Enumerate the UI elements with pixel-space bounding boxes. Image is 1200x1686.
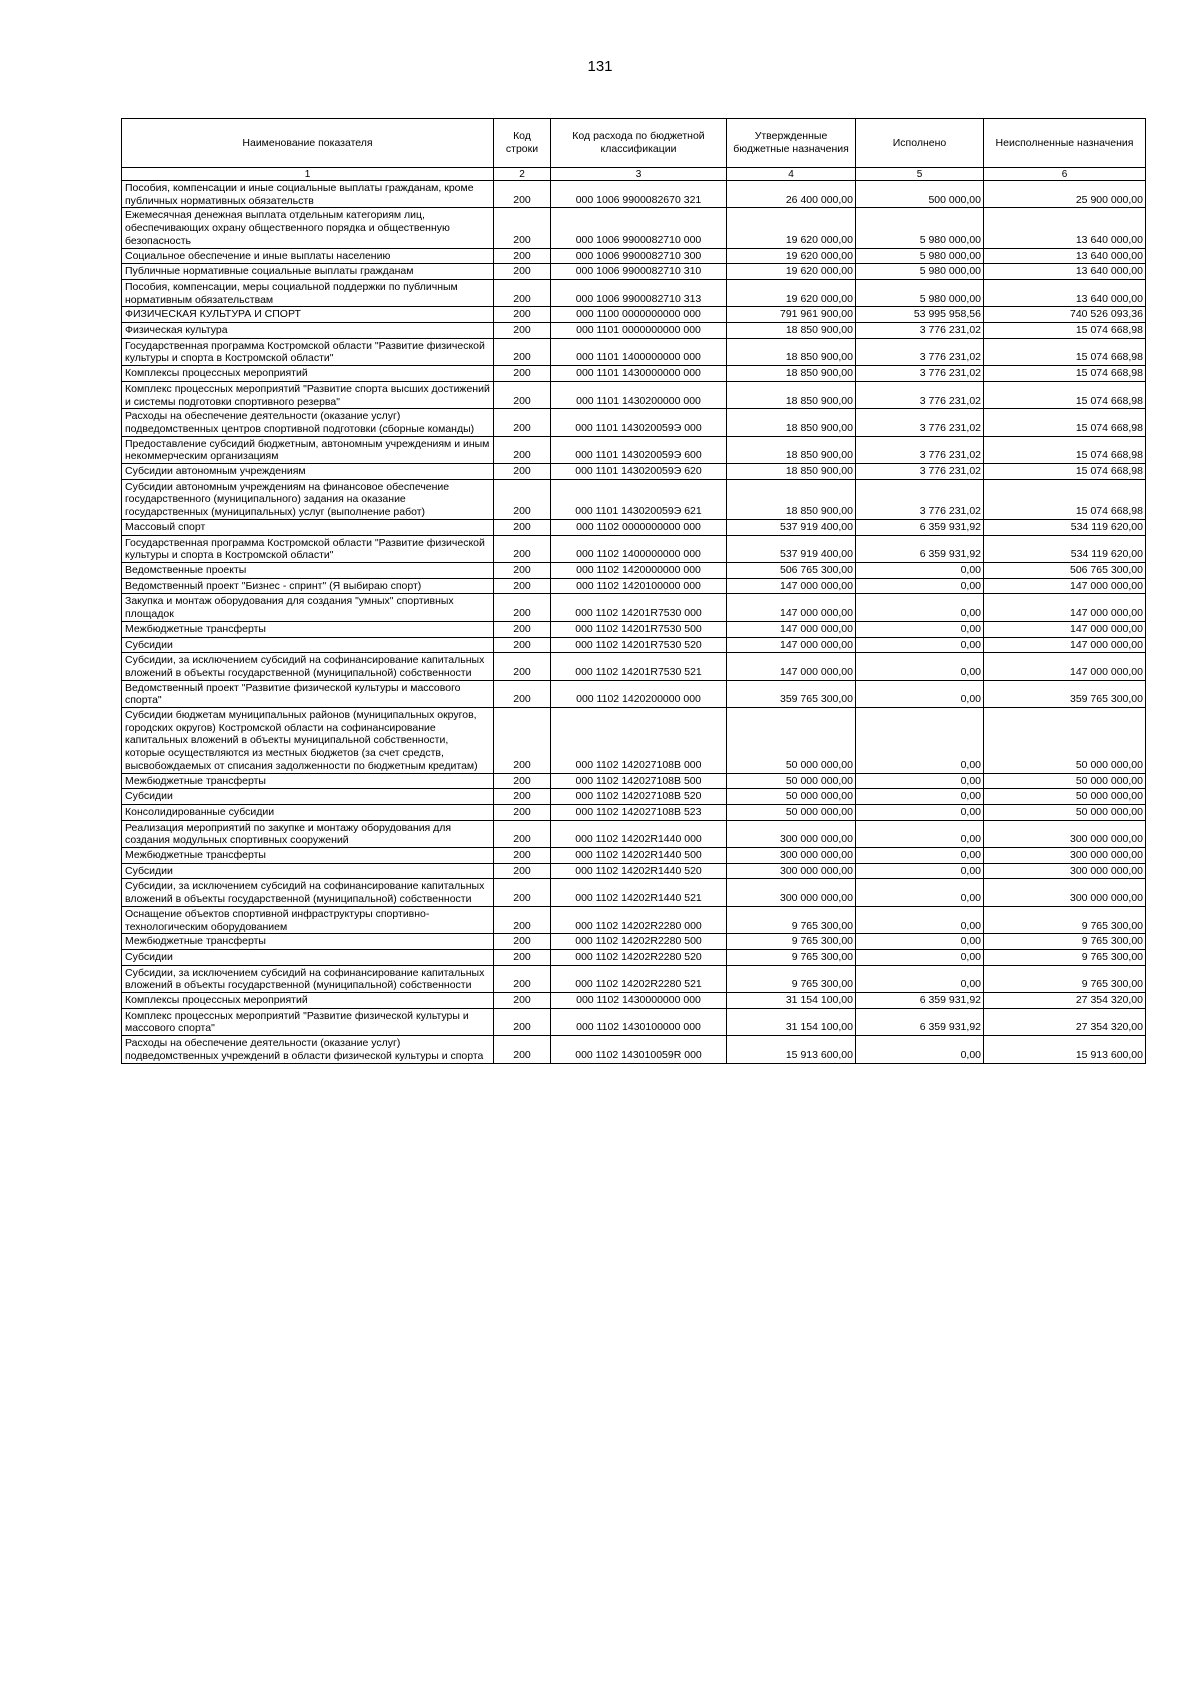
header-budget-code: Код расхода по бюджетной классификации	[551, 119, 727, 168]
row-approved: 537 919 400,00	[727, 535, 856, 562]
table-row	[122, 848, 1146, 864]
row-line-code: 200	[494, 1008, 551, 1035]
table-row	[122, 789, 1146, 805]
column-number: 3	[551, 168, 727, 181]
table-row	[122, 621, 1146, 637]
table-header-row	[122, 119, 1146, 168]
row-line-code: 200	[494, 479, 551, 519]
table-row	[122, 1008, 1146, 1035]
row-unexecuted: 9 765 300,00	[984, 906, 1146, 933]
row-unexecuted: 147 000 000,00	[984, 621, 1146, 637]
row-executed: 0,00	[856, 906, 984, 933]
row-line-code: 200	[494, 381, 551, 408]
row-unexecuted: 50 000 000,00	[984, 708, 1146, 774]
row-unexecuted: 27 354 320,00	[984, 1008, 1146, 1035]
row-budget-code: 000 1102 142027108В 000	[551, 708, 727, 774]
row-unexecuted: 50 000 000,00	[984, 773, 1146, 789]
row-line-code: 200	[494, 906, 551, 933]
row-line-code: 200	[494, 594, 551, 621]
table-row	[122, 820, 1146, 847]
row-budget-code: 000 1102 14202R2280 000	[551, 906, 727, 933]
row-name: Закупка и монтаж оборудования для создания "умных" спортивных площадок	[122, 594, 494, 621]
column-number: 1	[122, 168, 494, 181]
table-row	[122, 279, 1146, 306]
column-number: 4	[727, 168, 856, 181]
row-budget-code: 000 1102 142027108В 523	[551, 804, 727, 820]
row-executed: 6 359 931,92	[856, 1008, 984, 1035]
row-executed: 3 776 231,02	[856, 479, 984, 519]
row-unexecuted: 506 765 300,00	[984, 562, 1146, 578]
row-budget-code: 000 1102 1400000000 000	[551, 535, 727, 562]
row-executed: 0,00	[856, 934, 984, 950]
row-unexecuted: 13 640 000,00	[984, 264, 1146, 280]
table-row	[122, 248, 1146, 264]
table-row	[122, 436, 1146, 463]
row-budget-code: 000 1006 9900082710 300	[551, 248, 727, 264]
row-unexecuted: 13 640 000,00	[984, 208, 1146, 248]
table-row	[122, 879, 1146, 906]
row-line-code: 200	[494, 535, 551, 562]
row-unexecuted: 9 765 300,00	[984, 949, 1146, 965]
row-executed: 0,00	[856, 637, 984, 653]
row-unexecuted: 359 765 300,00	[984, 680, 1146, 707]
column-number: 5	[856, 168, 984, 181]
row-line-code: 200	[494, 1036, 551, 1063]
row-name: Государственная программа Костромской области "Развитие физической культуры и спорта в Костромской области"	[122, 338, 494, 365]
column-number: 2	[494, 168, 551, 181]
row-budget-code: 000 1102 14202R2280 520	[551, 949, 727, 965]
row-executed: 0,00	[856, 708, 984, 774]
page-number: 131	[587, 58, 613, 75]
row-name: Субсидии автономным учреждениям на финансовое обеспечение государственного (муниципального) задания на оказание государственных (муниципальных) услуг (выполнение работ)	[122, 479, 494, 519]
row-approved: 18 850 900,00	[727, 409, 856, 436]
row-approved: 791 961 900,00	[727, 307, 856, 323]
row-approved: 18 850 900,00	[727, 479, 856, 519]
row-name: Ведомственный проект "Бизнес - спринт" (Я выбираю спорт)	[122, 578, 494, 594]
row-executed: 5 980 000,00	[856, 208, 984, 248]
table-row	[122, 307, 1146, 323]
row-name: Межбюджетные трансферты	[122, 934, 494, 950]
table-row	[122, 535, 1146, 562]
row-line-code: 200	[494, 279, 551, 306]
table-row	[122, 323, 1146, 339]
row-line-code: 200	[494, 436, 551, 463]
table-row	[122, 708, 1146, 774]
row-approved: 9 765 300,00	[727, 965, 856, 992]
row-unexecuted: 9 765 300,00	[984, 934, 1146, 950]
row-executed: 3 776 231,02	[856, 323, 984, 339]
table-row	[122, 906, 1146, 933]
table-row	[122, 338, 1146, 365]
column-number: 6	[984, 168, 1146, 181]
row-approved: 300 000 000,00	[727, 879, 856, 906]
row-unexecuted: 27 354 320,00	[984, 993, 1146, 1009]
row-executed: 6 359 931,92	[856, 535, 984, 562]
row-approved: 18 850 900,00	[727, 323, 856, 339]
row-approved: 300 000 000,00	[727, 820, 856, 847]
row-approved: 19 620 000,00	[727, 279, 856, 306]
row-budget-code: 000 1102 14202R1440 500	[551, 848, 727, 864]
row-budget-code: 000 1102 14202R2280 500	[551, 934, 727, 950]
row-unexecuted: 147 000 000,00	[984, 637, 1146, 653]
row-approved: 18 850 900,00	[727, 338, 856, 365]
row-name: Субсидии автономным учреждениям	[122, 464, 494, 480]
row-name: Консолидированные субсидии	[122, 804, 494, 820]
row-unexecuted: 740 526 093,36	[984, 307, 1146, 323]
row-name: Реализация мероприятий по закупке и монтажу оборудования для создания модульных спортивных сооружений	[122, 820, 494, 847]
row-line-code: 200	[494, 578, 551, 594]
row-name: Предоставление субсидий бюджетным, автономным учреждениям и иным некоммерческим организациям	[122, 436, 494, 463]
row-unexecuted: 13 640 000,00	[984, 279, 1146, 306]
row-approved: 506 765 300,00	[727, 562, 856, 578]
row-unexecuted: 13 640 000,00	[984, 248, 1146, 264]
table-row	[122, 804, 1146, 820]
row-line-code: 200	[494, 949, 551, 965]
row-budget-code: 000 1102 1430000000 000	[551, 993, 727, 1009]
row-line-code: 200	[494, 708, 551, 774]
row-approved: 15 913 600,00	[727, 1036, 856, 1063]
table-row	[122, 464, 1146, 480]
row-approved: 537 919 400,00	[727, 519, 856, 535]
row-name: Комплексы процессных мероприятий	[122, 993, 494, 1009]
row-executed: 0,00	[856, 594, 984, 621]
row-name: Субсидии	[122, 789, 494, 805]
row-line-code: 200	[494, 464, 551, 480]
row-name: Субсидии	[122, 949, 494, 965]
row-line-code: 200	[494, 680, 551, 707]
row-line-code: 200	[494, 637, 551, 653]
row-budget-code: 000 1102 142027108В 500	[551, 773, 727, 789]
row-budget-code: 000 1006 9900082710 310	[551, 264, 727, 280]
row-approved: 359 765 300,00	[727, 680, 856, 707]
row-unexecuted: 50 000 000,00	[984, 789, 1146, 805]
row-approved: 147 000 000,00	[727, 578, 856, 594]
row-executed: 3 776 231,02	[856, 338, 984, 365]
row-line-code: 200	[494, 409, 551, 436]
table-row	[122, 680, 1146, 707]
row-line-code: 200	[494, 621, 551, 637]
row-approved: 18 850 900,00	[727, 464, 856, 480]
row-approved: 9 765 300,00	[727, 949, 856, 965]
row-budget-code: 000 1101 0000000000 000	[551, 323, 727, 339]
row-line-code: 200	[494, 848, 551, 864]
header-indicator-name: Наименование показателя	[122, 119, 494, 168]
row-name: Массовый спорт	[122, 519, 494, 535]
row-unexecuted: 15 074 668,98	[984, 323, 1146, 339]
row-unexecuted: 15 074 668,98	[984, 409, 1146, 436]
row-unexecuted: 15 074 668,98	[984, 479, 1146, 519]
row-executed: 0,00	[856, 804, 984, 820]
row-budget-code: 000 1102 14201R7530 521	[551, 653, 727, 680]
row-unexecuted: 15 913 600,00	[984, 1036, 1146, 1063]
row-approved: 9 765 300,00	[727, 906, 856, 933]
row-executed: 0,00	[856, 965, 984, 992]
row-line-code: 200	[494, 820, 551, 847]
row-line-code: 200	[494, 653, 551, 680]
table-row	[122, 519, 1146, 535]
row-line-code: 200	[494, 519, 551, 535]
row-budget-code: 000 1101 143020059Э 620	[551, 464, 727, 480]
row-budget-code: 000 1101 1430200000 000	[551, 381, 727, 408]
row-name: Субсидии, за исключением субсидий на софинансирование капитальных вложений в объекты государственной (муниципальной) собственности	[122, 879, 494, 906]
row-approved: 18 850 900,00	[727, 366, 856, 382]
row-name: Расходы на обеспечение деятельности (оказание услуг) подведомственных учреждений в области физической культуры и спорта	[122, 1036, 494, 1063]
row-name: Пособия, компенсации и иные социальные выплаты гражданам, кроме публичных нормативных обязательств	[122, 181, 494, 208]
table-row	[122, 773, 1146, 789]
row-executed: 0,00	[856, 562, 984, 578]
row-budget-code: 000 1102 0000000000 000	[551, 519, 727, 535]
row-line-code: 200	[494, 993, 551, 1009]
row-executed: 3 776 231,02	[856, 381, 984, 408]
row-name: Ведомственные проекты	[122, 562, 494, 578]
row-executed: 0,00	[856, 653, 984, 680]
row-line-code: 200	[494, 208, 551, 248]
table-row	[122, 653, 1146, 680]
row-approved: 50 000 000,00	[727, 708, 856, 774]
row-budget-code: 000 1102 1430100000 000	[551, 1008, 727, 1035]
budget-execution-table	[121, 118, 1146, 1064]
row-budget-code: 000 1102 14201R7530 000	[551, 594, 727, 621]
row-unexecuted: 25 900 000,00	[984, 181, 1146, 208]
row-approved: 18 850 900,00	[727, 436, 856, 463]
row-budget-code: 000 1102 1420100000 000	[551, 578, 727, 594]
row-name: Субсидии	[122, 637, 494, 653]
row-approved: 18 850 900,00	[727, 381, 856, 408]
row-approved: 300 000 000,00	[727, 863, 856, 879]
row-line-code: 200	[494, 863, 551, 879]
row-budget-code: 000 1102 14201R7530 520	[551, 637, 727, 653]
row-name: Субсидии, за исключением субсидий на софинансирование капитальных вложений в объекты государственной (муниципальной) собственности	[122, 965, 494, 992]
row-unexecuted: 15 074 668,98	[984, 436, 1146, 463]
row-approved: 9 765 300,00	[727, 934, 856, 950]
row-unexecuted: 15 074 668,98	[984, 381, 1146, 408]
row-unexecuted: 15 074 668,98	[984, 338, 1146, 365]
row-budget-code: 000 1006 9900082670 321	[551, 181, 727, 208]
table-row	[122, 409, 1146, 436]
row-unexecuted: 15 074 668,98	[984, 464, 1146, 480]
row-budget-code: 000 1101 1430000000 000	[551, 366, 727, 382]
row-approved: 50 000 000,00	[727, 789, 856, 805]
row-executed: 3 776 231,02	[856, 464, 984, 480]
row-approved: 300 000 000,00	[727, 848, 856, 864]
table-row	[122, 562, 1146, 578]
row-budget-code: 000 1101 143020059Э 621	[551, 479, 727, 519]
row-approved: 19 620 000,00	[727, 248, 856, 264]
row-name: Пособия, компенсации, меры социальной поддержки по публичным нормативным обязательствам	[122, 279, 494, 306]
row-executed: 5 980 000,00	[856, 264, 984, 280]
row-budget-code: 000 1006 9900082710 313	[551, 279, 727, 306]
table-row	[122, 993, 1146, 1009]
row-unexecuted: 534 119 620,00	[984, 519, 1146, 535]
row-executed: 0,00	[856, 621, 984, 637]
row-line-code: 200	[494, 879, 551, 906]
row-executed: 3 776 231,02	[856, 436, 984, 463]
row-approved: 19 620 000,00	[727, 264, 856, 280]
row-executed: 0,00	[856, 773, 984, 789]
row-name: Комплекс процессных мероприятий "Развитие спорта высших достижений и системы подготовки спортивного резерва"	[122, 381, 494, 408]
row-name: Межбюджетные трансферты	[122, 621, 494, 637]
row-approved: 147 000 000,00	[727, 621, 856, 637]
row-executed: 0,00	[856, 680, 984, 707]
row-line-code: 200	[494, 965, 551, 992]
row-approved: 147 000 000,00	[727, 637, 856, 653]
row-name: Ведомственный проект "Развитие физической культуры и массового спорта"	[122, 680, 494, 707]
row-executed: 0,00	[856, 879, 984, 906]
row-name: Субсидии	[122, 863, 494, 879]
row-budget-code: 000 1102 142027108В 520	[551, 789, 727, 805]
table-row	[122, 594, 1146, 621]
table-row	[122, 181, 1146, 208]
row-budget-code: 000 1102 143010059R 000	[551, 1036, 727, 1063]
row-budget-code: 000 1102 14201R7530 500	[551, 621, 727, 637]
row-executed: 0,00	[856, 1036, 984, 1063]
table-body	[122, 181, 1146, 1064]
row-budget-code: 000 1101 143020059Э 000	[551, 409, 727, 436]
row-executed: 6 359 931,92	[856, 519, 984, 535]
row-unexecuted: 147 000 000,00	[984, 578, 1146, 594]
row-line-code: 200	[494, 804, 551, 820]
table-row	[122, 366, 1146, 382]
row-line-code: 200	[494, 264, 551, 280]
row-name: Физическая культура	[122, 323, 494, 339]
table-row	[122, 479, 1146, 519]
row-name: Оснащение объектов спортивной инфраструктуры спортивно-технологическим оборудованием	[122, 906, 494, 933]
row-name: ФИЗИЧЕСКАЯ КУЛЬТУРА И СПОРТ	[122, 307, 494, 323]
row-approved: 147 000 000,00	[727, 653, 856, 680]
row-budget-code: 000 1102 14202R1440 000	[551, 820, 727, 847]
column-number-row	[122, 168, 1146, 181]
table-row	[122, 863, 1146, 879]
row-unexecuted: 9 765 300,00	[984, 965, 1146, 992]
row-unexecuted: 147 000 000,00	[984, 653, 1146, 680]
row-executed: 0,00	[856, 578, 984, 594]
row-name: Комплекс процессных мероприятий "Развитие физической культуры и массового спорта"	[122, 1008, 494, 1035]
row-line-code: 200	[494, 366, 551, 382]
table-row	[122, 1036, 1146, 1063]
row-line-code: 200	[494, 562, 551, 578]
row-executed: 500 000,00	[856, 181, 984, 208]
row-executed: 5 980 000,00	[856, 279, 984, 306]
row-name: Публичные нормативные социальные выплаты гражданам	[122, 264, 494, 280]
table-row	[122, 381, 1146, 408]
row-unexecuted: 50 000 000,00	[984, 804, 1146, 820]
row-name: Комплексы процессных мероприятий	[122, 366, 494, 382]
row-line-code: 200	[494, 789, 551, 805]
row-budget-code: 000 1102 14202R1440 520	[551, 863, 727, 879]
header-unexecuted: Неисполненные назначения	[984, 119, 1146, 168]
row-approved: 50 000 000,00	[727, 773, 856, 789]
row-budget-code: 000 1102 1420200000 000	[551, 680, 727, 707]
row-executed: 0,00	[856, 848, 984, 864]
table-row	[122, 965, 1146, 992]
row-approved: 19 620 000,00	[727, 208, 856, 248]
row-unexecuted: 300 000 000,00	[984, 820, 1146, 847]
row-executed: 0,00	[856, 949, 984, 965]
table-row	[122, 934, 1146, 950]
row-budget-code: 000 1102 14202R1440 521	[551, 879, 727, 906]
row-line-code: 200	[494, 181, 551, 208]
row-executed: 3 776 231,02	[856, 409, 984, 436]
header-executed: Исполнено	[856, 119, 984, 168]
row-line-code: 200	[494, 773, 551, 789]
row-name: Государственная программа Костромской области "Развитие физической культуры и спорта в Костромской области"	[122, 535, 494, 562]
table-row	[122, 949, 1146, 965]
table-row	[122, 578, 1146, 594]
row-unexecuted: 147 000 000,00	[984, 594, 1146, 621]
row-budget-code: 000 1006 9900082710 000	[551, 208, 727, 248]
row-executed: 0,00	[856, 789, 984, 805]
table-row	[122, 637, 1146, 653]
row-executed: 0,00	[856, 863, 984, 879]
row-line-code: 200	[494, 248, 551, 264]
row-budget-code: 000 1102 14202R2280 521	[551, 965, 727, 992]
row-budget-code: 000 1101 1400000000 000	[551, 338, 727, 365]
row-unexecuted: 300 000 000,00	[984, 848, 1146, 864]
table-row	[122, 208, 1146, 248]
row-name: Расходы на обеспечение деятельности (оказание услуг) подведомственных центров спортивной подготовки (сборные команды)	[122, 409, 494, 436]
row-line-code: 200	[494, 934, 551, 950]
row-line-code: 200	[494, 307, 551, 323]
row-executed: 53 995 958,56	[856, 307, 984, 323]
row-name: Межбюджетные трансферты	[122, 848, 494, 864]
row-approved: 50 000 000,00	[727, 804, 856, 820]
row-name: Межбюджетные трансферты	[122, 773, 494, 789]
header-approved: Утвержденные бюджетные назначения	[727, 119, 856, 168]
row-budget-code: 000 1100 0000000000 000	[551, 307, 727, 323]
row-approved: 26 400 000,00	[727, 181, 856, 208]
row-name: Субсидии бюджетам муниципальных районов (муниципальных округов, городских округов) Костромской области на софинансирование капитальных вложений в объекты муниципальной собственности, которые осуществляются из местных бюджетов (за счет средств, высвобождаемых от списания задолженности по бюджетным кредитам)	[122, 708, 494, 774]
row-executed: 0,00	[856, 820, 984, 847]
row-approved: 31 154 100,00	[727, 993, 856, 1009]
row-unexecuted: 534 119 620,00	[984, 535, 1146, 562]
row-name: Субсидии, за исключением субсидий на софинансирование капитальных вложений в объекты государственной (муниципальной) собственности	[122, 653, 494, 680]
row-name: Социальное обеспечение и иные выплаты населению	[122, 248, 494, 264]
row-unexecuted: 300 000 000,00	[984, 879, 1146, 906]
row-approved: 31 154 100,00	[727, 1008, 856, 1035]
row-line-code: 200	[494, 323, 551, 339]
row-line-code: 200	[494, 338, 551, 365]
row-unexecuted: 15 074 668,98	[984, 366, 1146, 382]
row-executed: 3 776 231,02	[856, 366, 984, 382]
header-line-code: Код строки	[494, 119, 551, 168]
row-unexecuted: 300 000 000,00	[984, 863, 1146, 879]
row-budget-code: 000 1102 1420000000 000	[551, 562, 727, 578]
row-executed: 5 980 000,00	[856, 248, 984, 264]
row-name: Ежемесячная денежная выплата отдельным категориям лиц, обеспечивающих охрану общественного порядка и общественную безопасность	[122, 208, 494, 248]
row-executed: 6 359 931,92	[856, 993, 984, 1009]
table-row	[122, 264, 1146, 280]
row-approved: 147 000 000,00	[727, 594, 856, 621]
row-budget-code: 000 1101 143020059Э 600	[551, 436, 727, 463]
